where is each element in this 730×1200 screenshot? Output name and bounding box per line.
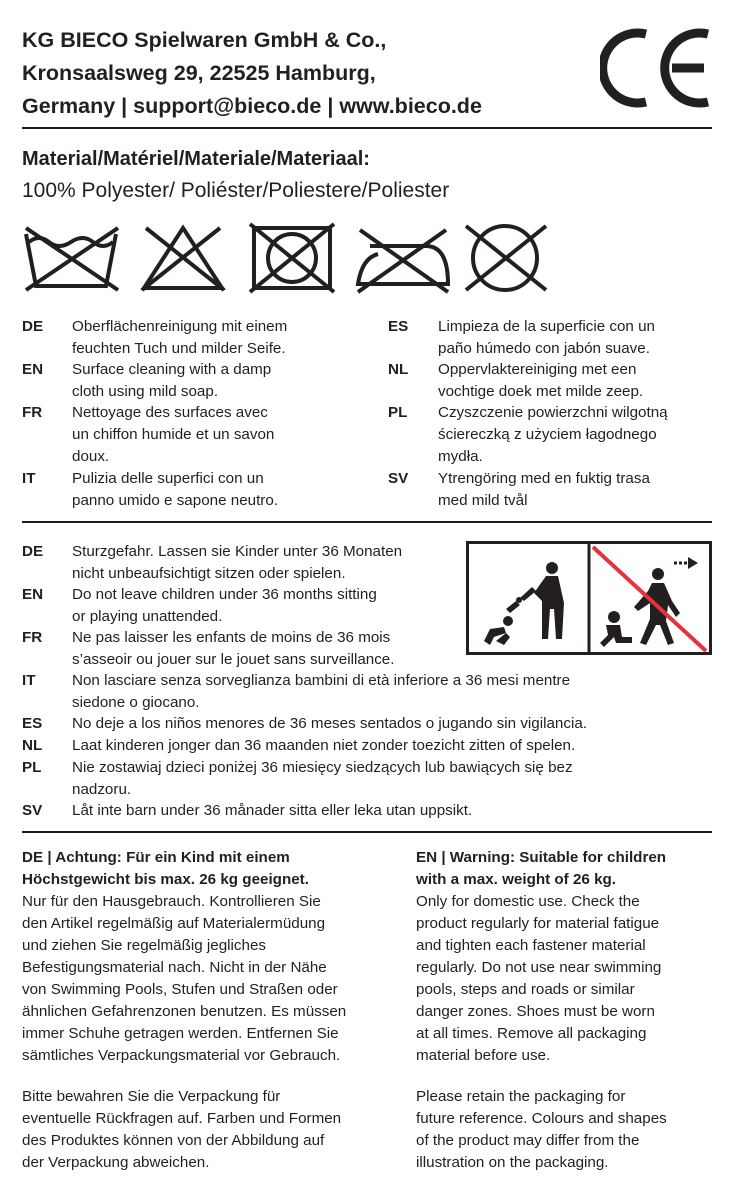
supervision-text: s’asseoir ou jouer sur le jouet sans surveillance.: [72, 651, 395, 668]
retain-text: des Produktes können von der Abbildung auf: [22, 1132, 325, 1149]
lang-code: EN: [22, 361, 44, 378]
cleaning-text: Oberflächenreinigung mit einem: [72, 318, 288, 335]
lang-code: IT: [22, 672, 36, 689]
care-symbols: [22, 222, 552, 299]
warning-text: product regularly for material fatigue: [416, 915, 660, 932]
supervision-text: siedone o giocano.: [72, 694, 200, 711]
warning-title: Höchstgewicht bis max. 26 kg geeignet.: [22, 871, 309, 888]
lang-code: SV: [388, 470, 409, 487]
ce-mark: [600, 26, 714, 115]
cleaning-text: Oppervlaktereiniging met een: [438, 361, 637, 378]
supervision-text: nicht unbeaufsichtigt sitzen oder spielen.: [72, 565, 346, 582]
warning-title: EN | Warning: Suitable for children: [416, 849, 667, 866]
lang-code: ES: [22, 715, 43, 732]
cleaning-text: med mild tvål: [438, 492, 528, 509]
warning-text: Befestigungsmaterial nach. Nicht in der Nähe: [22, 959, 327, 976]
supervision-text: or playing unattended.: [72, 608, 223, 625]
unattended-child-prohibited-icon: [600, 557, 698, 647]
warning-title: DE | Achtung: Für ein Kind mit einem: [22, 849, 290, 866]
supervision-text: No deje a los niños menores de 36 meses sentados o jugando sin vigilancia.: [72, 715, 588, 732]
supervision-text: Laat kinderen jonger dan 36 maanden niet zonder toezicht zitten of spelen.: [72, 737, 576, 754]
no-bleach-icon: [142, 228, 224, 290]
cleaning-text: vochtige doek met milde zeep.: [438, 383, 644, 400]
material-value: 100% Polyester/ Poliéster/Poliestere/Poliester: [22, 179, 450, 202]
supervision-text: nadzoru.: [72, 781, 132, 798]
cleaning-text: Czyszczenie powierzchni wilgotną: [438, 404, 668, 421]
lang-code: NL: [22, 737, 43, 754]
no-dry-clean-icon: [466, 226, 546, 290]
lang-code: FR: [22, 404, 43, 421]
divider: [22, 521, 712, 523]
company-contact: Germany | support@bieco.de | www.bieco.de: [22, 94, 482, 118]
company-street: Kronsaalsweg 29, 22525 Hamburg,: [22, 61, 376, 85]
cleaning-text: cloth using mild soap.: [72, 383, 219, 400]
supervision-text: Nie zostawiaj dzieci poniżej 36 miesięcy siedzących lub bawiących się bez: [72, 759, 573, 776]
supervision-text: Låt inte barn under 36 månader sitta eller leka utan uppsikt.: [72, 802, 473, 819]
retain-text: Bitte bewahren Sie die Verpackung für: [22, 1088, 281, 1105]
supervision-text: Ne pas laisser les enfants de moins de 36 mois: [72, 629, 391, 646]
retain-text: illustration on the packaging.: [416, 1154, 609, 1171]
warning-text: regularly. Do not use near swimming: [416, 959, 662, 976]
company-name: KG BIECO Spielwaren GmbH & Co.,: [22, 28, 387, 52]
cleaning-text: un chiffon humide et un savon: [72, 426, 275, 443]
warning-text: and tighten each fastener material: [416, 937, 646, 954]
cleaning-text: panno umido e sapone neutro.: [72, 492, 279, 509]
warning-text: von Swimming Pools, Stufen und Straßen oder: [22, 981, 338, 998]
retain-text: eventuelle Rückfragen auf. Farben und Formen: [22, 1110, 342, 1127]
divider: [22, 831, 712, 833]
warning-text: den Artikel regelmäßig auf Materialermüdung: [22, 915, 326, 932]
cleaning-text: Pulizia delle superfici con un: [72, 470, 264, 487]
no-ironing-icon: [358, 230, 448, 292]
supervision-text: Sturzgefahr. Lassen sie Kinder unter 36 Monaten: [72, 543, 403, 560]
retain-text: of the product may differ from the: [416, 1132, 640, 1149]
cleaning-text: Limpieza de la superficie con un: [438, 318, 655, 335]
warning-text: danger zones. Shoes must be worn: [416, 1003, 655, 1020]
retain-text: future reference. Colours and shapes: [416, 1110, 667, 1127]
supervision-pictogram: [466, 541, 712, 660]
ce-mark-icon: [600, 26, 714, 110]
warning-text: at all times. Remove all packaging: [416, 1025, 647, 1042]
cleaning-text: doux.: [72, 448, 110, 465]
cleaning-text: Surface cleaning with a damp: [72, 361, 272, 378]
cleaning-text: mydła.: [438, 448, 483, 465]
warning-text: ähnlichen Gefahrenzonen benutzen. Es müssen: [22, 1003, 347, 1020]
warning-title: with a max. weight of 26 kg.: [416, 871, 617, 888]
warning-text: und ziehen Sie regelmäßig jegliches: [22, 937, 266, 954]
warning-text: material before use.: [416, 1047, 551, 1064]
no-tumble-dry-icon: [250, 224, 334, 292]
lang-code: FR: [22, 629, 43, 646]
divider: [22, 127, 712, 129]
lang-code: SV: [22, 802, 43, 819]
lang-code: DE: [22, 543, 44, 560]
warning-text: immer Schuhe getragen werden. Entfernen Sie: [22, 1025, 339, 1042]
retain-text: der Verpackung abweichen.: [22, 1154, 210, 1171]
retain-text: Please retain the packaging for: [416, 1088, 626, 1105]
warning-text: Nur für den Hausgebrauch. Kontrollieren Sie: [22, 893, 321, 910]
supervision-text: Non lasciare senza sorveglianza bambini di età inferiore a 36 mesi mentre: [72, 672, 571, 689]
lang-code: EN: [22, 586, 44, 603]
lang-code: NL: [388, 361, 409, 378]
cleaning-text: Nettoyage des surfaces avec: [72, 404, 268, 421]
company-address: [22, 24, 482, 123]
cleaning-text: paño húmedo con jabón suave.: [438, 340, 650, 357]
cleaning-text: ściereczką z użyciem łagodnego: [438, 426, 657, 443]
warning-text: Only for domestic use. Check the: [416, 893, 640, 910]
lang-code: DE: [22, 318, 44, 335]
lang-code: PL: [388, 404, 408, 421]
material-title: Material/Matériel/Materiale/Materiaal:: [22, 148, 370, 170]
lang-code: ES: [388, 318, 409, 335]
lang-code: PL: [22, 759, 42, 776]
cleaning-text: feuchten Tuch und milder Seife.: [72, 340, 286, 357]
supervised-child-icon: [484, 562, 564, 645]
no-washing-icon: [26, 228, 118, 290]
cleaning-text: Ytrengöring med en fuktig trasa: [438, 470, 650, 487]
warning-text: pools, steps and roads or similar: [416, 981, 635, 998]
lang-code: IT: [22, 470, 36, 487]
supervision-text: Do not leave children under 36 months sitting: [72, 586, 377, 603]
warning-text: sämtliches Verpackungsmaterial vor Gebrauch.: [22, 1047, 341, 1064]
